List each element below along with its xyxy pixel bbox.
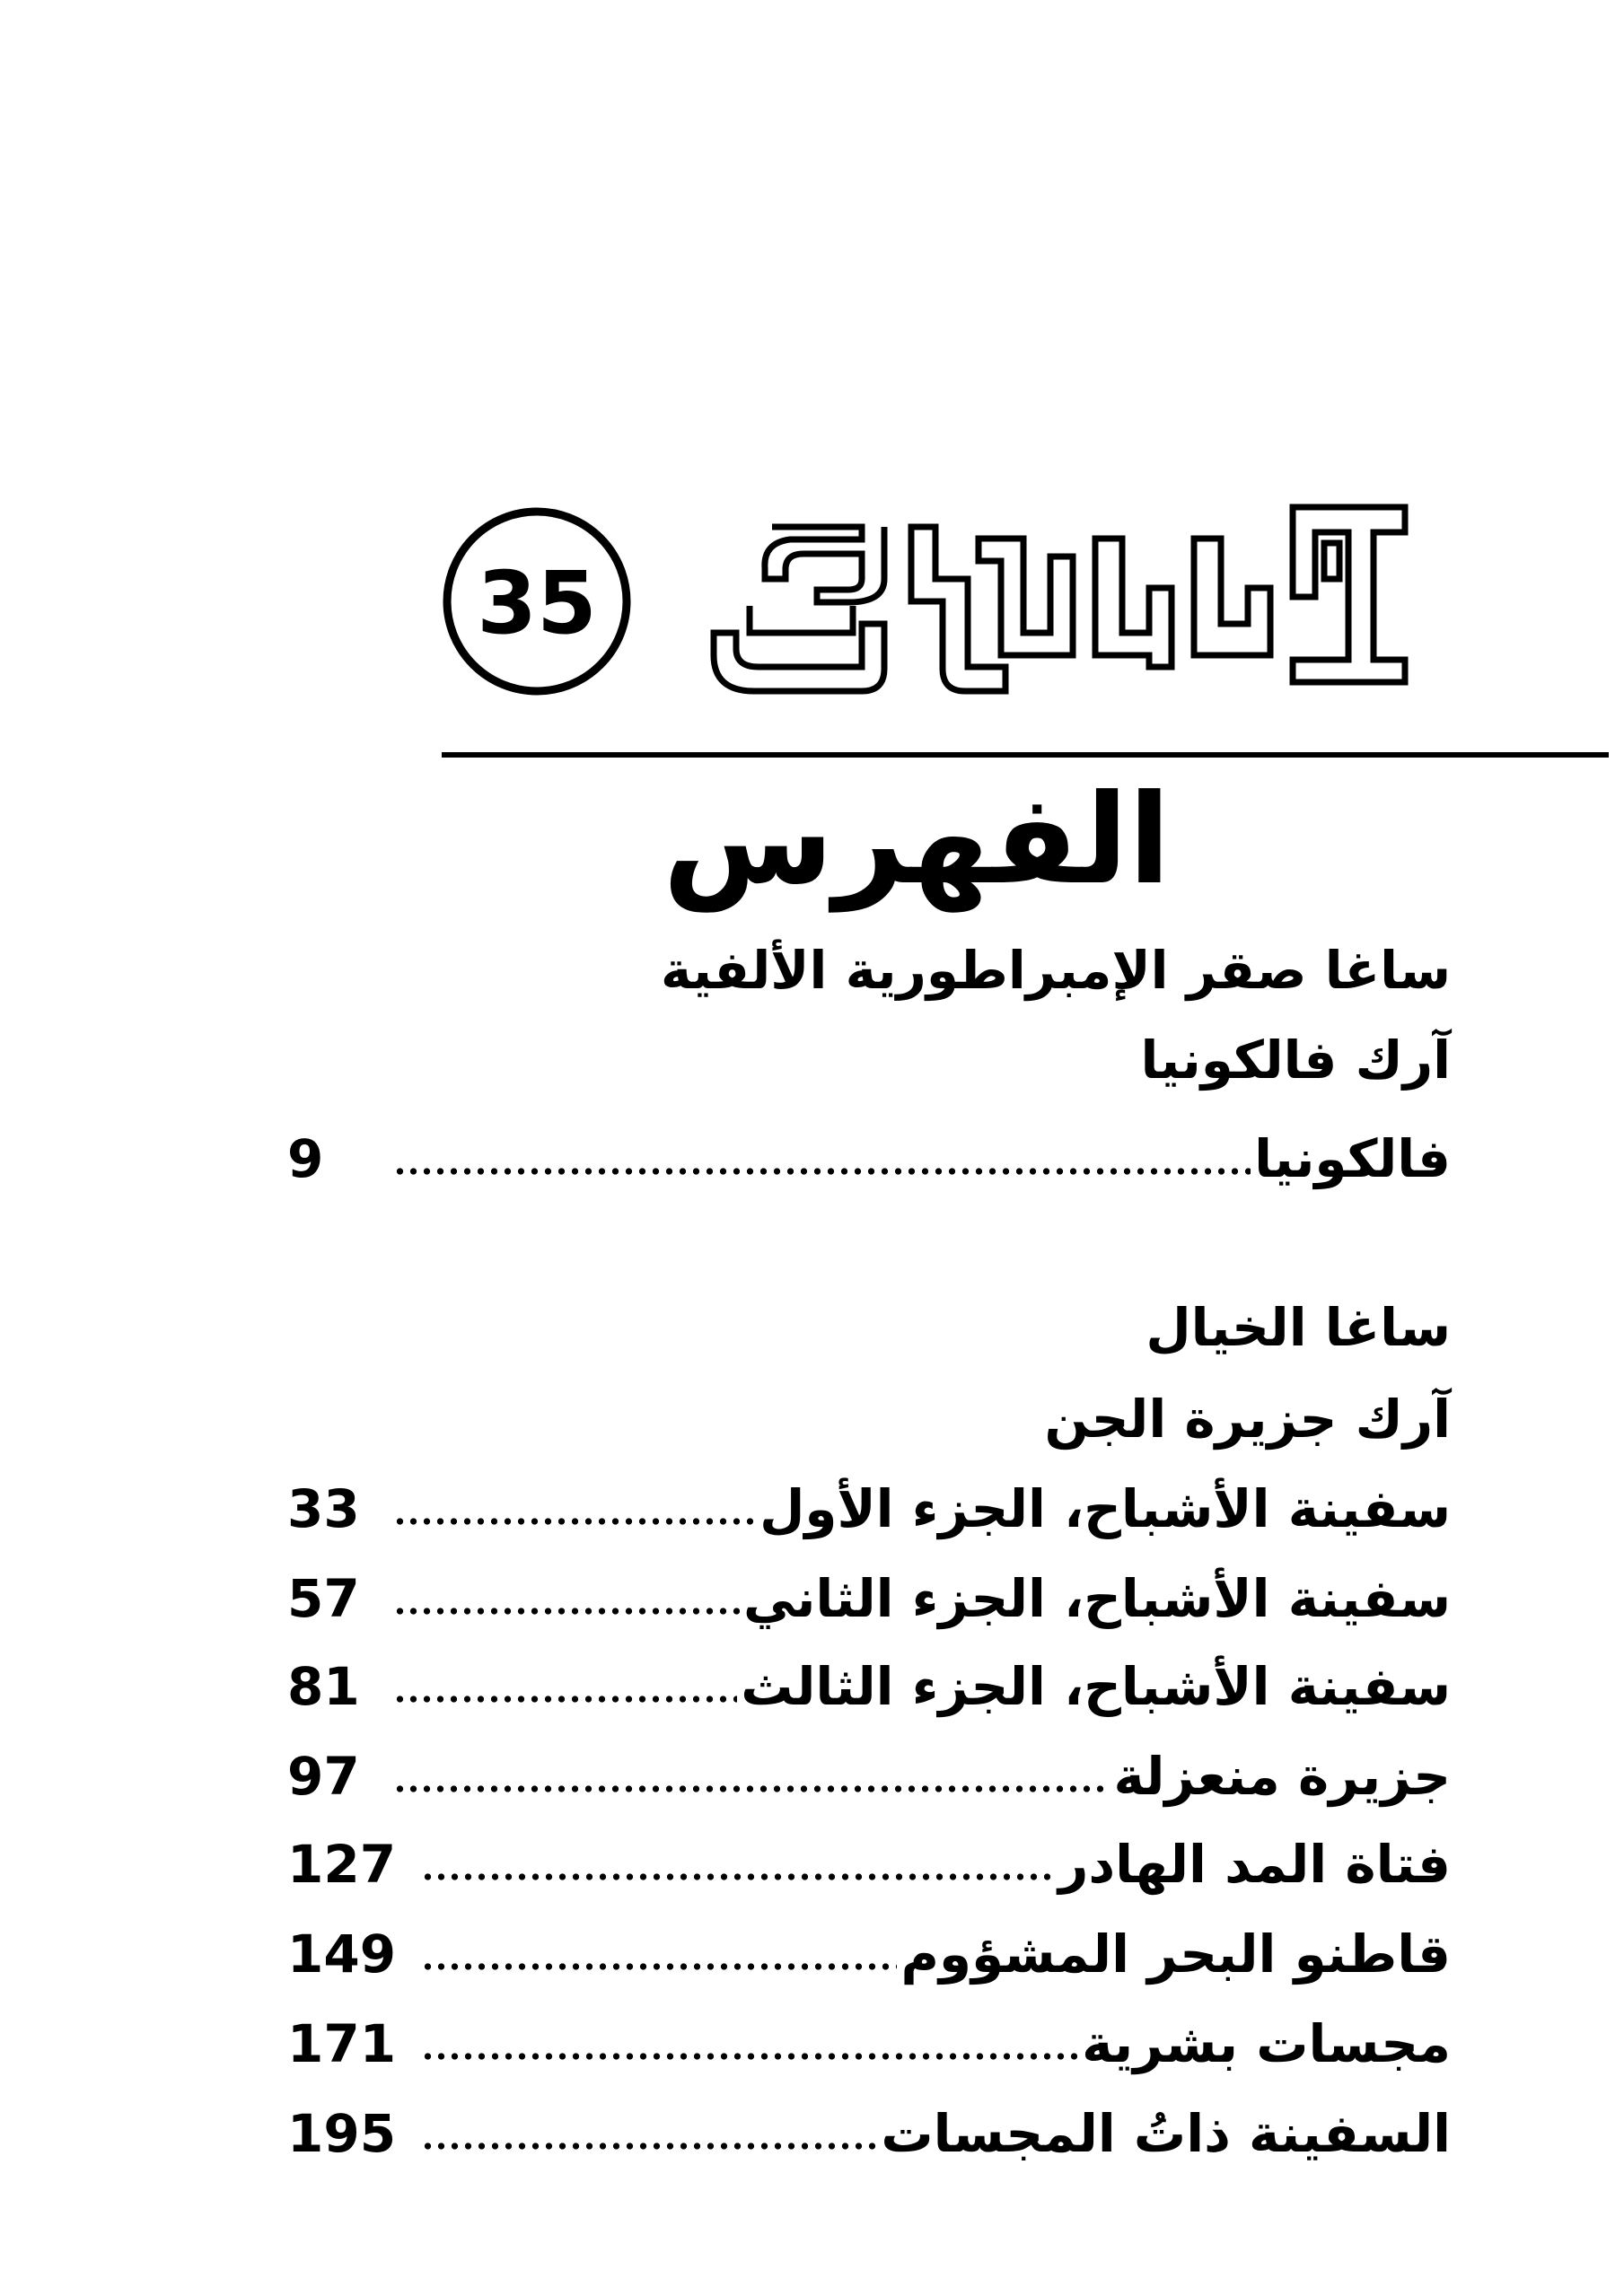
toc-entry[interactable] — [287, 1656, 1451, 1717]
arc-heading: آرك جزيرة الجن — [1044, 1389, 1451, 1450]
toc-entry-page: 127 — [287, 1834, 397, 1895]
toc-entry[interactable] — [287, 1128, 1451, 1189]
issue-badge — [447, 512, 627, 691]
toc-entry-title: سفينة الأشباح، الجزء الثاني — [742, 1568, 1451, 1629]
logo-wordmark — [714, 507, 1405, 691]
toc-entry-page: 149 — [287, 1924, 397, 1985]
saga-heading: ساغا صقر الإمبراطورية الألفية — [660, 940, 1451, 1001]
leader-dots — [393, 1694, 737, 1704]
toc-entry[interactable] — [287, 2103, 1451, 2164]
toc-entry-title: قاطنو البحر المشؤوم — [900, 1924, 1451, 1985]
leader-dots — [393, 1783, 1110, 1794]
toc-entry-page: 9 — [287, 1128, 324, 1189]
toc-entry-page: 195 — [287, 2103, 397, 2164]
toc-entry-title: السفينة ذاتُ المجسات — [881, 2103, 1451, 2164]
leader-dots — [393, 1166, 1251, 1177]
toc-entry[interactable] — [287, 1568, 1451, 1629]
leader-dots — [421, 2141, 877, 2151]
toc-entry[interactable] — [287, 1834, 1451, 1895]
page-title: الفهرس — [663, 767, 1171, 912]
toc-entry-page: 97 — [287, 1746, 360, 1807]
leader-dots — [421, 2051, 1078, 2062]
leader-dots — [421, 1961, 897, 1972]
leader-dots — [393, 1516, 756, 1527]
magazine-logo — [440, 489, 1409, 714]
arc-heading: آرك فالكونيا — [1140, 1030, 1451, 1091]
toc-entry-page: 171 — [287, 2013, 397, 2074]
toc-entry-page: 33 — [287, 1478, 360, 1539]
toc-entry-title: جزيرة منعزلة — [1113, 1746, 1451, 1807]
toc-entry-title: سفينة الأشباح، الجزء الأول — [759, 1478, 1451, 1539]
toc-entry[interactable] — [287, 1746, 1451, 1807]
header-divider — [442, 752, 1609, 758]
toc-entry-title: فالكونيا — [1254, 1128, 1451, 1189]
leader-dots — [393, 1606, 740, 1617]
toc-entry-page: 81 — [287, 1656, 360, 1717]
toc-entry[interactable] — [287, 1924, 1451, 1985]
toc-entry-title: فتاة المد الهادر — [1058, 1834, 1451, 1895]
toc-entry[interactable] — [287, 1478, 1451, 1539]
saga-heading: ساغا الخيال — [1146, 1297, 1451, 1358]
toc-entry-page: 57 — [287, 1568, 360, 1629]
toc-entry-title: مجسات بشرية — [1082, 2013, 1451, 2074]
leader-dots — [421, 1871, 1055, 1882]
issue-number: 35 — [477, 553, 597, 653]
toc-entry-title: سفينة الأشباح، الجزء الثالث — [741, 1656, 1451, 1717]
toc-entry[interactable] — [287, 2013, 1451, 2074]
